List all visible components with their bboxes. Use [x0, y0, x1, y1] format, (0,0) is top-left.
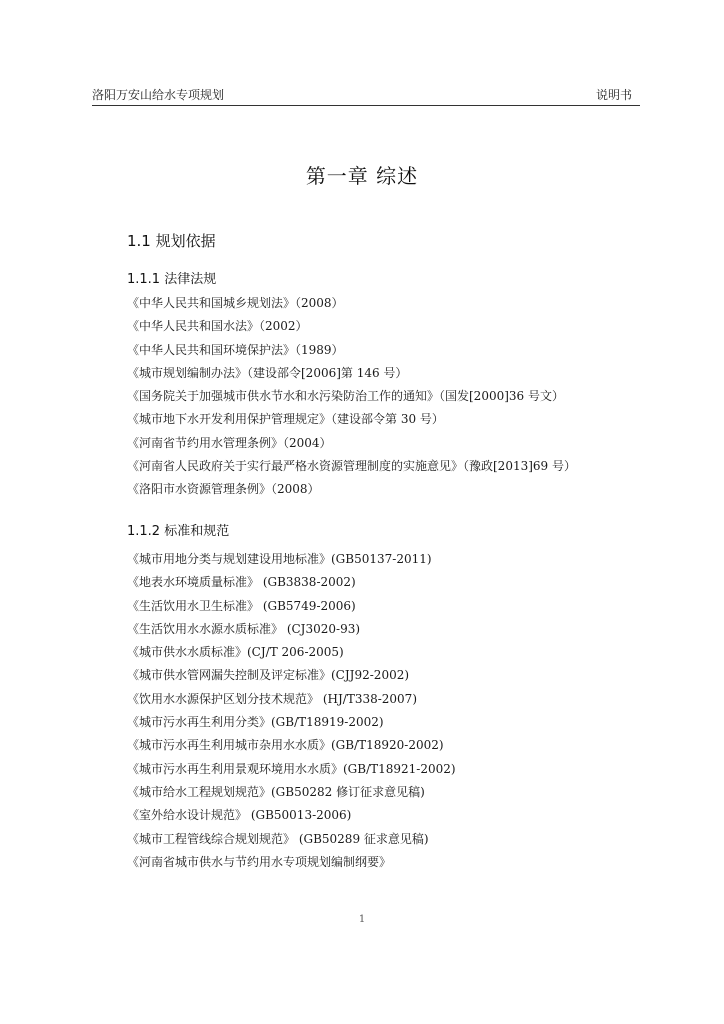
page-header: [92, 86, 640, 104]
list-item: 《河南省城市供水与节约用水专项规划编制纲要》: [127, 854, 392, 869]
list-item: 《城市用地分类与规划建设用地标准》(GB50137-2011): [127, 552, 432, 566]
list-item: 《城市地下水开发利用保护管理规定》（建设部令第 30 号）: [127, 412, 444, 427]
list-item: 《洛阳市水资源管理条例》（2008）: [127, 482, 320, 497]
list-item: 《国务院关于加强城市供水节水和水污染防治工作的通知》（国发[2000]36 号文）: [127, 389, 564, 404]
list-item: 《中华人民共和国城乡规划法》（2008）: [127, 296, 344, 310]
list-item: 《生活饮用水水源水质标准》 (CJ3020-93): [127, 621, 361, 636]
list-item: 《生活饮用水卫生标准》 (GB5749-2006): [127, 598, 356, 613]
list-item: 《河南省节约用水管理条例》（2004）: [127, 435, 332, 450]
list-item: 《城市污水再生利用景观环境用水水质》(GB/T18921-2002): [127, 761, 456, 776]
header-divider: [92, 105, 640, 106]
list-item: 《城市给水工程规划规范》(GB50282 修订征求意见稿): [127, 784, 425, 799]
list-item: 《城市供水水质标准》(CJ/T 206-2005): [127, 645, 344, 660]
laws-list: [127, 292, 576, 502]
chapter-title: 第一章 综述: [305, 164, 419, 188]
list-item: 《室外给水设计规范》 (GB50013-2006): [127, 808, 352, 823]
list-item: 《城市工程管线综合规划规范》 (GB50289 征求意见稿): [127, 831, 429, 846]
list-item: 《河南省人民政府关于实行最严格水资源管理制度的实施意见》（豫政[2013]69 号）: [127, 459, 576, 474]
list-item: 《城市供水管网漏失控制及评定标准》(CJJ92-2002): [127, 668, 410, 683]
subsection-heading-laws: 1.1.1 法律法规: [127, 272, 217, 287]
section-heading: 1.1 规划依据: [127, 232, 216, 250]
list-item: 《城市污水再生利用分类》(GB/T18919-2002): [127, 715, 384, 730]
page-number: 1: [358, 914, 366, 925]
standards-list: [127, 548, 456, 874]
header-document-type: 说明书: [595, 88, 632, 102]
list-item: 《饮用水水源保护区划分技术规范》 (HJ/T338-2007): [127, 691, 417, 706]
header-document-title: 洛阳万安山给水专项规划: [92, 88, 225, 102]
list-item: 《城市污水再生利用城市杂用水水质》(GB/T18920-2002): [127, 738, 444, 753]
list-item: 《城市规划编制办法》（建设部令[2006]第 146 号）: [127, 365, 408, 380]
list-item: 《中华人民共和国环境保护法》（1989）: [127, 342, 344, 357]
list-item: 《地表水环境质量标准》 (GB3838-2002): [127, 575, 356, 590]
list-item: 《中华人民共和国水法》（2002）: [127, 319, 308, 334]
subsection-heading-standards: 1.1.2 标准和规范: [127, 524, 230, 539]
